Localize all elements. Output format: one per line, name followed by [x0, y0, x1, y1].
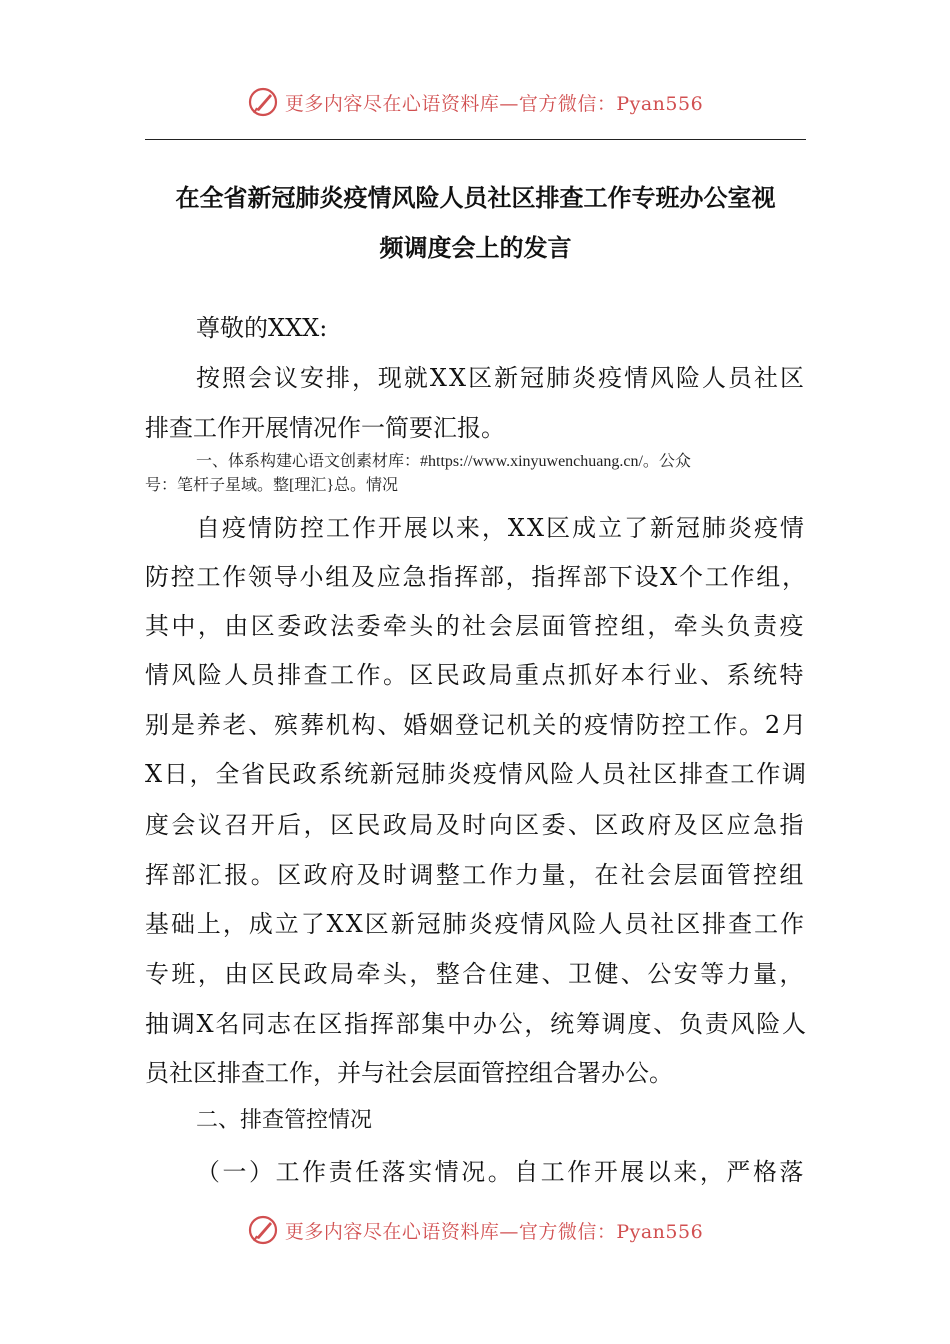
- paragraph-line: 员社区排查工作，并与社会层面管控组合署办公。: [145, 1059, 673, 1087]
- paragraph-line: 抽调X名同志在区指挥部集中办公，统筹调度、负责风险人: [145, 1010, 808, 1038]
- watermark-text: 更多内容尽在心语资料库—官方微信：Pyan556: [284, 1220, 704, 1243]
- intro-line: 排查工作开展情况作一简要汇报。: [145, 414, 505, 442]
- footer-watermark: [0, 1210, 950, 1250]
- paragraph-line: 情风险人员排查工作。区民政局重点抓好本行业、系统特: [145, 661, 806, 689]
- section1-heading-line: 号：笔杆子星域。整[理汇}总。情况: [145, 477, 399, 494]
- paragraph-line: 防控工作领导小组及应急指挥部，指挥部下设X个工作组，: [145, 563, 808, 591]
- header-watermark: [0, 82, 950, 122]
- paragraph-line: 挥部汇报。区政府及时调整工作力量，在社会层面管控组: [145, 861, 806, 889]
- paragraph-line: （一）工作责任落实情况。自工作开展以来，严格落: [196, 1158, 806, 1186]
- paragraph-line: 别是养老、殡葬机构、婚姻登记机关的疫情防控工作。2月: [145, 711, 808, 739]
- document-title-line-1: 在全省新冠肺炎疫情风险人员社区排查工作专班办公室视: [175, 183, 776, 212]
- paragraph-line: 专班，由区民政局牵头，整合住建、卫健、公安等力量，: [145, 960, 806, 988]
- watermark-text: 更多内容尽在心语资料库—官方微信：Pyan556: [284, 92, 704, 115]
- quill-in-circle-icon: [247, 86, 279, 118]
- paragraph-line: 自疫情防控工作开展以来，XX区成立了新冠肺炎疫情: [196, 514, 806, 542]
- section1-heading-line: 一、体系构建心语文创素材库：#https://www.xinyuwenchuang.cn/。公众: [196, 453, 691, 470]
- intro-line: 按照会议安排，现就XX区新冠肺炎疫情风险人员社区: [196, 364, 806, 392]
- paragraph-line: 其中，由区委政法委牵头的社会层面管控组，牵头负责疫: [145, 612, 806, 640]
- paragraph-line: X日，全省民政系统新冠肺炎疫情风险人员社区排查工作调: [145, 760, 808, 788]
- paragraph-line: 基础上，成立了XX区新冠肺炎疫情风险人员社区排查工作: [145, 910, 806, 938]
- document-title-line-2: 频调度会上的发言: [379, 233, 572, 262]
- section2-heading: 二、排查管控情况: [196, 1108, 373, 1133]
- header-divider: [145, 139, 806, 140]
- quill-in-circle-icon: [247, 1214, 279, 1246]
- paragraph-line: 度会议召开后，区民政局及时向区委、区政府及区应急指: [145, 811, 806, 839]
- salutation: 尊敬的XXX:: [196, 314, 328, 342]
